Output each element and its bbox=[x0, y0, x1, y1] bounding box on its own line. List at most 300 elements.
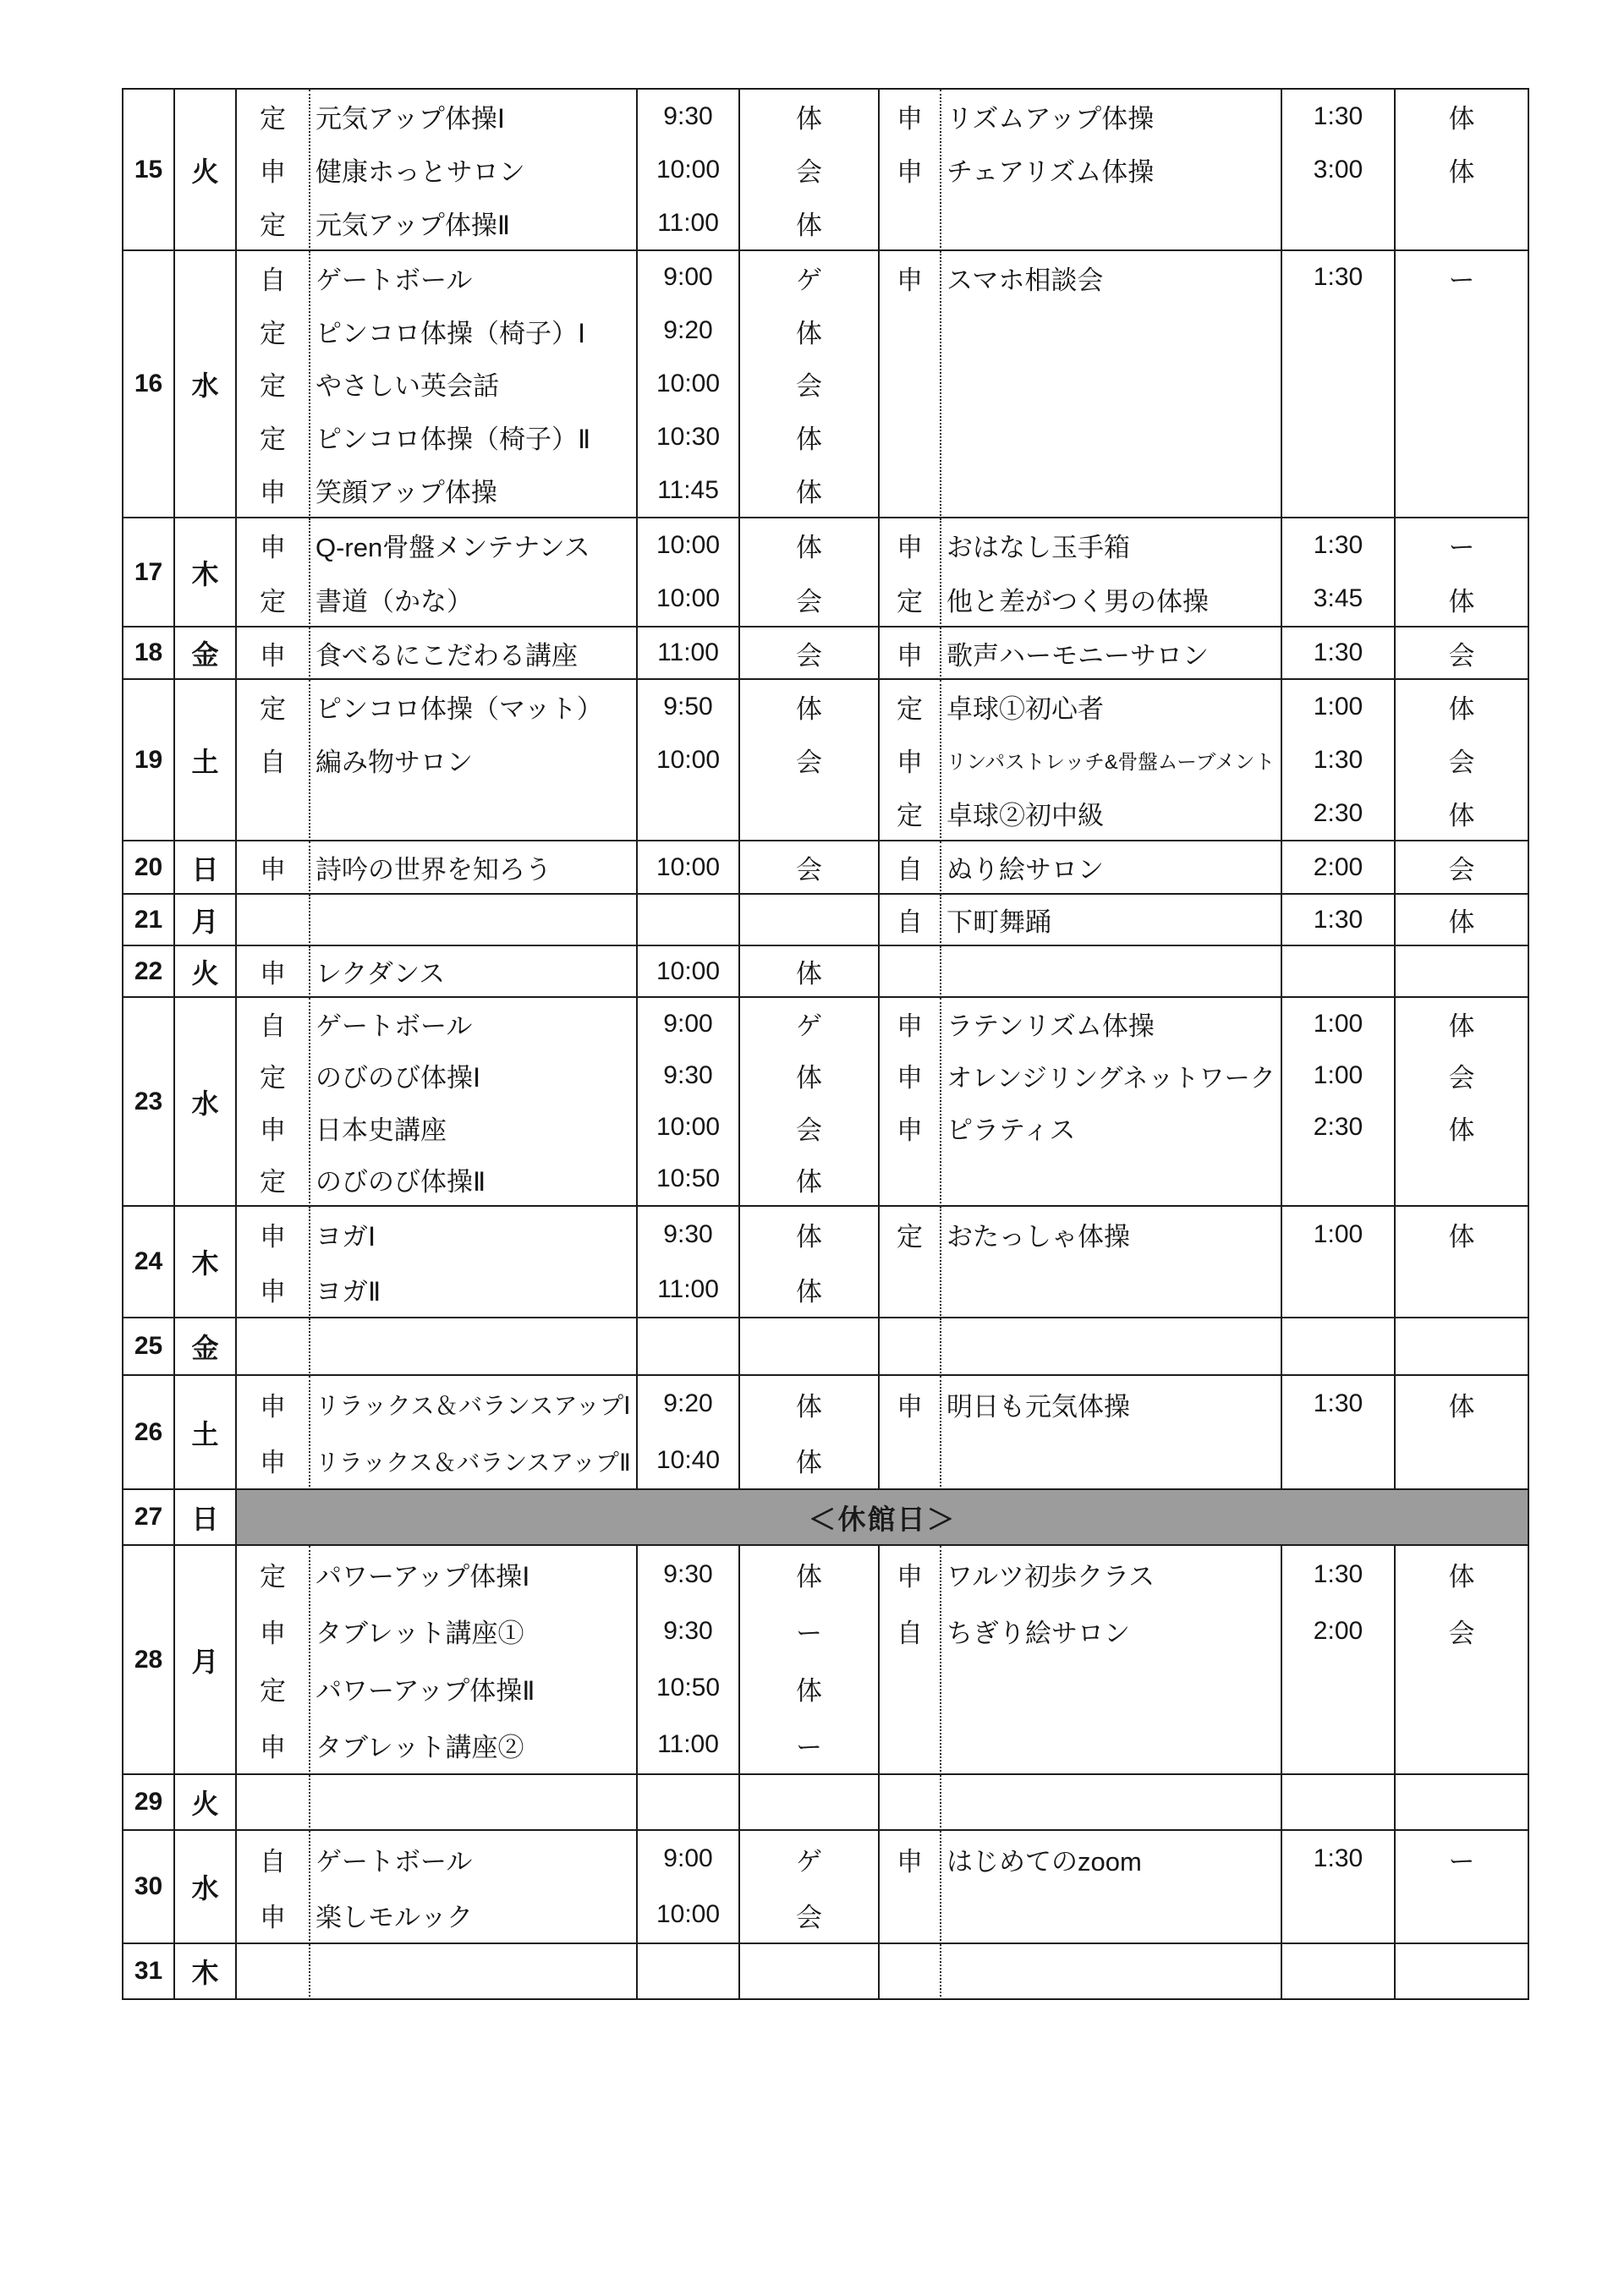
weekday-cell bbox=[175, 90, 237, 251]
morning-name-cell bbox=[310, 1831, 638, 1944]
afternoon-place-cell bbox=[1396, 1546, 1529, 1775]
session-name: ワルツ初歩クラス bbox=[946, 1562, 1155, 1592]
morning-session-time-line bbox=[638, 196, 738, 249]
session-time: 10:00 bbox=[656, 745, 721, 774]
morning-place-cell bbox=[740, 1775, 880, 1831]
session-name: 下町舞踊 bbox=[946, 907, 1051, 937]
afternoon-session-name-line bbox=[941, 841, 1281, 893]
morning-session-name-line bbox=[310, 1049, 636, 1101]
session-time: 10:00 bbox=[656, 1113, 721, 1142]
afternoon-session-place-line bbox=[1396, 1207, 1528, 1262]
morning-session-place-line bbox=[740, 196, 878, 249]
session-type: 定 bbox=[260, 586, 286, 616]
morning-name-cell bbox=[310, 895, 638, 946]
weekday: 水 bbox=[191, 1873, 219, 1904]
morning-session-time-line bbox=[638, 733, 738, 786]
session-time: 11:00 bbox=[657, 1274, 719, 1303]
weekday: 金 bbox=[191, 639, 219, 670]
morning-session-place-line bbox=[740, 1603, 878, 1659]
afternoon-place-cell bbox=[1396, 251, 1529, 518]
session-name: やさしい英会話 bbox=[315, 371, 499, 402]
session-name: 他と差がつく男の体操 bbox=[946, 586, 1209, 616]
afternoon-session-name-line bbox=[941, 1603, 1281, 1659]
weekday: 日 bbox=[191, 853, 219, 885]
morning-session-time-line bbox=[638, 1433, 738, 1489]
session-place: 会 bbox=[796, 748, 822, 777]
session-place: 体 bbox=[796, 1675, 822, 1706]
morning-session-type-line bbox=[237, 946, 309, 996]
day-number: 25 bbox=[134, 1332, 163, 1360]
session-type: 定 bbox=[260, 318, 286, 348]
session-place: 体 bbox=[1448, 907, 1475, 937]
session-time: 1:30 bbox=[1313, 101, 1363, 130]
afternoon-session-place-line bbox=[1396, 627, 1528, 678]
afternoon-place-cell bbox=[1396, 841, 1529, 895]
afternoon-name-cell bbox=[941, 1207, 1282, 1318]
morning-session-name-line bbox=[310, 998, 636, 1049]
afternoon-session-time-line bbox=[1282, 733, 1394, 786]
session-name: ちぎり絵サロン bbox=[946, 1619, 1130, 1649]
afternoon-time-cell bbox=[1282, 518, 1396, 627]
session-name: 健康ホっとサロン bbox=[315, 157, 525, 187]
morning-type-cell bbox=[237, 627, 310, 680]
morning-session-type-line bbox=[237, 1546, 309, 1603]
weekday-cell bbox=[175, 518, 237, 627]
morning-session-name-line bbox=[310, 90, 636, 143]
afternoon-place-cell bbox=[1396, 1376, 1529, 1490]
morning-session-time-line bbox=[638, 573, 738, 627]
afternoon-session-type-line bbox=[880, 1546, 940, 1603]
morning-session-time-line bbox=[638, 358, 738, 411]
weekday: 火 bbox=[191, 1789, 219, 1819]
morning-session-type-line bbox=[237, 196, 309, 249]
day-number-cell bbox=[123, 1546, 175, 1775]
afternoon-session-type-line bbox=[880, 733, 940, 786]
day-number-cell bbox=[123, 998, 175, 1207]
morning-name-cell bbox=[310, 680, 638, 841]
afternoon-session-time-line bbox=[1282, 1376, 1394, 1433]
afternoon-session-name-line bbox=[941, 895, 1281, 945]
session-time: 2:00 bbox=[1313, 852, 1363, 881]
afternoon-name-cell bbox=[941, 680, 1282, 841]
afternoon-session-time-line bbox=[1282, 143, 1394, 196]
morning-session-name-line bbox=[310, 358, 636, 411]
session-type: 申 bbox=[260, 1115, 286, 1145]
afternoon-session-name-line bbox=[941, 1546, 1281, 1603]
morning-session-place-line bbox=[740, 358, 878, 411]
day-number: 24 bbox=[134, 1247, 163, 1275]
weekday: 水 bbox=[191, 370, 219, 401]
morning-session-name-line bbox=[310, 463, 636, 517]
session-name: 日本史講座 bbox=[315, 1115, 447, 1145]
session-time: 1:30 bbox=[1313, 745, 1363, 774]
session-place: 体 bbox=[796, 211, 822, 240]
morning-session-place-line bbox=[740, 304, 878, 358]
session-place: 会 bbox=[1448, 1619, 1475, 1649]
session-type: 申 bbox=[260, 1732, 286, 1762]
afternoon-name-cell bbox=[941, 841, 1282, 895]
day-number: 18 bbox=[134, 638, 163, 666]
weekday-cell bbox=[175, 946, 237, 998]
afternoon-session-name-line bbox=[941, 786, 1281, 840]
session-time: 9:20 bbox=[663, 316, 713, 345]
afternoon-session-name-line bbox=[941, 733, 1281, 786]
session-time: 9:00 bbox=[663, 1009, 713, 1038]
session-name: パワーアップ体操Ⅰ bbox=[315, 1562, 530, 1592]
morning-session-type-line bbox=[237, 573, 309, 627]
afternoon-session-place-line bbox=[1396, 1102, 1528, 1153]
morning-session-time-line bbox=[638, 251, 738, 304]
afternoon-type-cell bbox=[880, 895, 941, 946]
afternoon-name-cell bbox=[941, 627, 1282, 680]
session-type: 申 bbox=[897, 1115, 923, 1145]
afternoon-session-name-line bbox=[941, 573, 1281, 627]
afternoon-time-cell bbox=[1282, 1318, 1396, 1376]
session-time: 10:00 bbox=[656, 530, 721, 559]
afternoon-session-time-line bbox=[1282, 998, 1394, 1049]
session-time: 1:30 bbox=[1313, 1389, 1363, 1418]
afternoon-type-cell bbox=[880, 1944, 941, 2000]
session-time: 10:40 bbox=[656, 1445, 721, 1474]
day-number: 30 bbox=[134, 1872, 163, 1900]
session-type: 申 bbox=[260, 855, 286, 885]
session-type: 申 bbox=[897, 533, 923, 563]
session-time: 9:30 bbox=[663, 1559, 713, 1588]
session-type: 申 bbox=[897, 157, 923, 187]
afternoon-place-cell bbox=[1396, 998, 1529, 1207]
session-place: 体 bbox=[796, 533, 822, 563]
afternoon-time-cell bbox=[1282, 841, 1396, 895]
afternoon-name-cell bbox=[941, 518, 1282, 627]
afternoon-type-cell bbox=[880, 841, 941, 895]
afternoon-session-place-line bbox=[1396, 251, 1528, 304]
morning-time-cell bbox=[638, 946, 740, 998]
session-time: 2:00 bbox=[1313, 1616, 1363, 1645]
weekday-cell bbox=[175, 1490, 237, 1546]
morning-place-cell bbox=[740, 841, 880, 895]
morning-time-cell bbox=[638, 1207, 740, 1318]
afternoon-time-cell bbox=[1282, 895, 1396, 946]
session-name: 楽しモルック bbox=[315, 1902, 473, 1932]
session-place: 体 bbox=[1448, 1562, 1475, 1592]
morning-session-place-line bbox=[740, 1546, 878, 1603]
schedule-table bbox=[122, 88, 1529, 2000]
session-type: 申 bbox=[897, 104, 923, 134]
afternoon-session-type-line bbox=[880, 841, 940, 893]
weekday: 火 bbox=[191, 957, 219, 989]
session-name: チェアリズム体操 bbox=[946, 157, 1155, 187]
weekday-cell bbox=[175, 1376, 237, 1490]
afternoon-name-cell bbox=[941, 251, 1282, 518]
weekday: 日 bbox=[191, 1504, 219, 1534]
weekday-cell bbox=[175, 1831, 237, 1944]
morning-session-time-line bbox=[638, 841, 738, 893]
afternoon-session-type-line bbox=[880, 518, 940, 573]
session-name: はじめてのzoom bbox=[946, 1846, 1142, 1877]
morning-session-type-line bbox=[237, 410, 309, 463]
session-name: ピンコロ体操（椅子）Ⅰ bbox=[315, 318, 586, 348]
morning-session-name-line bbox=[310, 251, 636, 304]
session-type: 申 bbox=[897, 265, 923, 295]
afternoon-session-name-line bbox=[941, 251, 1281, 304]
session-type: 申 bbox=[260, 1448, 286, 1478]
weekday: 土 bbox=[191, 746, 219, 777]
afternoon-place-cell bbox=[1396, 680, 1529, 841]
session-type: 申 bbox=[260, 1222, 286, 1252]
day-number-cell bbox=[123, 251, 175, 518]
session-type: 申 bbox=[260, 533, 286, 563]
afternoon-name-cell bbox=[941, 895, 1282, 946]
morning-session-type-line bbox=[237, 143, 309, 196]
morning-name-cell bbox=[310, 518, 638, 627]
session-name: リズムアップ体操 bbox=[946, 104, 1155, 134]
morning-session-time-line bbox=[638, 946, 738, 996]
afternoon-session-type-line bbox=[880, 1207, 940, 1262]
afternoon-time-cell bbox=[1282, 1376, 1396, 1490]
morning-session-place-line bbox=[740, 733, 878, 786]
day-number: 31 bbox=[134, 1957, 163, 1985]
day-number: 21 bbox=[134, 905, 163, 934]
afternoon-name-cell bbox=[941, 1546, 1282, 1775]
session-time: 9:00 bbox=[663, 1844, 713, 1872]
afternoon-place-cell bbox=[1396, 627, 1529, 680]
afternoon-session-time-line bbox=[1282, 1546, 1394, 1603]
session-place: 会 bbox=[796, 1115, 822, 1145]
morning-session-time-line bbox=[638, 1153, 738, 1205]
morning-session-time-line bbox=[638, 1717, 738, 1773]
morning-name-cell bbox=[310, 90, 638, 251]
afternoon-session-place-line bbox=[1396, 998, 1528, 1049]
afternoon-session-name-line bbox=[941, 1831, 1281, 1887]
afternoon-time-cell bbox=[1282, 998, 1396, 1207]
afternoon-name-cell bbox=[941, 1376, 1282, 1490]
morning-time-cell bbox=[638, 1944, 740, 2000]
weekday-cell bbox=[175, 1207, 237, 1318]
morning-session-time-line bbox=[638, 410, 738, 463]
morning-place-cell bbox=[740, 518, 880, 627]
session-time: 9:30 bbox=[663, 1616, 713, 1645]
morning-session-place-line bbox=[740, 1831, 878, 1887]
morning-session-name-line bbox=[310, 946, 636, 996]
day-number: 15 bbox=[134, 155, 163, 184]
session-name: ぬり絵サロン bbox=[946, 855, 1104, 885]
weekday-cell bbox=[175, 251, 237, 518]
session-type: 定 bbox=[260, 1063, 286, 1093]
session-place: 会 bbox=[796, 640, 822, 671]
session-place: 体 bbox=[1448, 694, 1475, 724]
session-time: 11:45 bbox=[657, 475, 719, 504]
morning-place-cell bbox=[740, 1376, 880, 1490]
session-place: ゲ bbox=[796, 1846, 822, 1877]
afternoon-name-cell bbox=[941, 1944, 1282, 2000]
afternoon-name-cell bbox=[941, 1831, 1282, 1944]
morning-name-cell bbox=[310, 946, 638, 998]
morning-session-type-line bbox=[237, 1376, 309, 1433]
morning-session-name-line bbox=[310, 196, 636, 249]
session-type: 自 bbox=[260, 265, 286, 295]
session-type: 申 bbox=[897, 1391, 923, 1422]
afternoon-name-cell bbox=[941, 998, 1282, 1207]
session-time: 10:00 bbox=[656, 155, 721, 184]
morning-session-time-line bbox=[638, 1049, 738, 1101]
morning-type-cell bbox=[237, 1546, 310, 1775]
day-number-cell bbox=[123, 518, 175, 627]
morning-type-cell bbox=[237, 1944, 310, 2000]
morning-time-cell bbox=[638, 1775, 740, 1831]
afternoon-session-place-line bbox=[1396, 1546, 1528, 1603]
session-name: レクダンス bbox=[315, 959, 446, 989]
weekday: 木 bbox=[191, 1248, 219, 1279]
morning-time-cell bbox=[638, 680, 740, 841]
morning-session-type-line bbox=[237, 518, 309, 573]
afternoon-time-cell bbox=[1282, 1944, 1396, 2000]
session-name: ピンコロ体操（マット） bbox=[315, 694, 603, 724]
session-time: 2:30 bbox=[1313, 1113, 1363, 1142]
afternoon-time-cell bbox=[1282, 1831, 1396, 1944]
weekday: 土 bbox=[191, 1418, 219, 1449]
afternoon-place-cell bbox=[1396, 518, 1529, 627]
weekday: 金 bbox=[191, 1333, 219, 1363]
morning-place-cell bbox=[740, 680, 880, 841]
weekday-cell bbox=[175, 1546, 237, 1775]
session-place: 会 bbox=[796, 1902, 822, 1932]
session-time: 1:00 bbox=[1313, 692, 1363, 721]
afternoon-session-type-line bbox=[880, 1376, 940, 1433]
morning-session-place-line bbox=[740, 680, 878, 733]
morning-session-type-line bbox=[237, 1603, 309, 1659]
morning-name-cell bbox=[310, 1775, 638, 1831]
session-name: ヨガⅠ bbox=[315, 1222, 376, 1252]
session-type: 申 bbox=[260, 157, 286, 187]
session-type: 定 bbox=[260, 1675, 286, 1706]
morning-place-cell bbox=[740, 251, 880, 518]
session-time: 1:00 bbox=[1313, 1009, 1363, 1038]
session-name: 歌声ハーモニーサロン bbox=[946, 640, 1209, 671]
morning-session-name-line bbox=[310, 733, 636, 786]
session-type: 定 bbox=[260, 1562, 286, 1592]
morning-session-place-line bbox=[740, 573, 878, 627]
afternoon-session-place-line bbox=[1396, 1603, 1528, 1659]
session-time: 10:00 bbox=[656, 852, 721, 881]
morning-session-name-line bbox=[310, 1887, 636, 1943]
afternoon-session-type-line bbox=[880, 895, 940, 945]
afternoon-type-cell bbox=[880, 998, 941, 1207]
session-name: 編み物サロン bbox=[315, 748, 473, 777]
day-number-cell bbox=[123, 680, 175, 841]
session-time: 10:00 bbox=[656, 1900, 721, 1928]
morning-name-cell bbox=[310, 998, 638, 1207]
session-type: 申 bbox=[260, 1277, 286, 1307]
session-time: 3:45 bbox=[1313, 584, 1363, 613]
morning-session-type-line bbox=[237, 1102, 309, 1153]
morning-session-name-line bbox=[310, 1207, 636, 1262]
morning-session-type-line bbox=[237, 1049, 309, 1101]
morning-time-cell bbox=[638, 90, 740, 251]
afternoon-place-cell bbox=[1396, 1207, 1529, 1318]
morning-session-type-line bbox=[237, 251, 309, 304]
afternoon-session-name-line bbox=[941, 627, 1281, 678]
morning-session-time-line bbox=[638, 143, 738, 196]
session-time: 10:50 bbox=[656, 1164, 721, 1193]
morning-session-place-line bbox=[740, 627, 878, 678]
afternoon-session-place-line bbox=[1396, 895, 1528, 945]
weekday: 月 bbox=[191, 1646, 219, 1677]
morning-session-time-line bbox=[638, 680, 738, 733]
afternoon-session-place-line bbox=[1396, 786, 1528, 840]
afternoon-type-cell bbox=[880, 90, 941, 251]
weekday-cell bbox=[175, 841, 237, 895]
session-type: 定 bbox=[897, 586, 923, 616]
session-time: 2:30 bbox=[1313, 798, 1363, 827]
morning-type-cell bbox=[237, 1831, 310, 1944]
session-name: のびのび体操Ⅰ bbox=[315, 1063, 481, 1093]
morning-place-cell bbox=[740, 90, 880, 251]
session-type: 自 bbox=[260, 1011, 286, 1042]
afternoon-type-cell bbox=[880, 1376, 941, 1490]
session-place: 体 bbox=[796, 1063, 822, 1093]
session-name: 食べるにこだわる講座 bbox=[315, 640, 578, 671]
session-type: 定 bbox=[897, 1222, 923, 1252]
session-name: リラックス＆バランスアップⅡ bbox=[315, 1449, 631, 1476]
morning-place-cell bbox=[740, 1546, 880, 1775]
afternoon-time-cell bbox=[1282, 1207, 1396, 1318]
afternoon-session-place-line bbox=[1396, 143, 1528, 196]
afternoon-session-place-line bbox=[1396, 1376, 1528, 1433]
afternoon-session-type-line bbox=[880, 786, 940, 840]
session-name: オレンジリングネットワーク bbox=[946, 1064, 1276, 1093]
afternoon-session-name-line bbox=[941, 518, 1281, 573]
day-number-cell bbox=[123, 1376, 175, 1490]
day-number: 16 bbox=[134, 370, 163, 397]
day-number: 26 bbox=[134, 1417, 163, 1446]
morning-session-name-line bbox=[310, 410, 636, 463]
session-type: 定 bbox=[260, 1166, 286, 1197]
session-name: 詩吟の世界を知ろう bbox=[315, 855, 551, 885]
afternoon-session-name-line bbox=[941, 143, 1281, 196]
afternoon-time-cell bbox=[1282, 946, 1396, 998]
afternoon-session-name-line bbox=[941, 1049, 1281, 1101]
afternoon-place-cell bbox=[1396, 1944, 1529, 2000]
session-place: 会 bbox=[796, 371, 822, 402]
weekday-cell bbox=[175, 998, 237, 1207]
afternoon-session-place-line bbox=[1396, 733, 1528, 786]
morning-session-name-line bbox=[310, 1262, 636, 1317]
morning-time-cell bbox=[638, 1546, 740, 1775]
session-type: 自 bbox=[260, 1846, 286, 1877]
afternoon-session-name-line bbox=[941, 1102, 1281, 1153]
session-place: 体 bbox=[1448, 157, 1475, 187]
morning-session-place-line bbox=[740, 1102, 878, 1153]
afternoon-session-place-line bbox=[1396, 90, 1528, 143]
morning-time-cell bbox=[638, 998, 740, 1207]
morning-session-type-line bbox=[237, 1262, 309, 1317]
session-time: 9:00 bbox=[663, 263, 713, 292]
morning-session-type-line bbox=[237, 1153, 309, 1205]
session-place: 体 bbox=[796, 104, 822, 134]
session-name: 笑顔アップ体操 bbox=[315, 478, 497, 508]
session-place: 体 bbox=[1448, 1222, 1475, 1252]
afternoon-type-cell bbox=[880, 251, 941, 518]
afternoon-name-cell bbox=[941, 1775, 1282, 1831]
afternoon-session-time-line bbox=[1282, 786, 1394, 840]
session-time: 1:00 bbox=[1313, 1219, 1363, 1248]
afternoon-session-name-line bbox=[941, 1207, 1281, 1262]
session-place: 会 bbox=[796, 157, 822, 187]
morning-session-place-line bbox=[740, 90, 878, 143]
morning-type-cell bbox=[237, 1318, 310, 1376]
weekday: 木 bbox=[191, 558, 219, 589]
afternoon-place-cell bbox=[1396, 1775, 1529, 1831]
